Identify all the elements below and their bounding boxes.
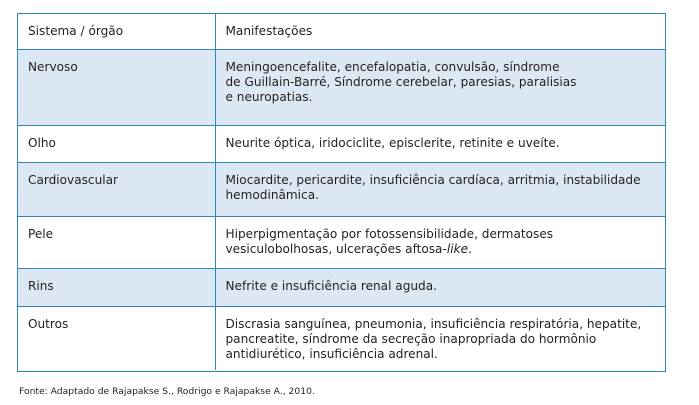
manifestation-line: Meningoencefalite, encefalopatia, convulsão, síndrome — [225, 60, 560, 74]
text-segment: . — [468, 242, 472, 257]
manifestation-line: de Guillain-Barré, Síndrome cerebelar, paresias, paralisias — [225, 75, 577, 90]
row-manifestations — [215, 126, 665, 163]
manifestation-line: pancreatite, síndrome da secreção inapropriada do hormônio — [225, 332, 597, 347]
header-manifestations: Manifestações — [215, 14, 665, 50]
row-manifestations — [215, 307, 665, 370]
table — [18, 14, 665, 370]
row-manifestations — [215, 269, 665, 307]
manifestation-line: Discrasia sanguínea, pneumonia, insuficiência respiratória, hepatite, — [225, 317, 642, 331]
manifestation-line — [226, 242, 656, 257]
row-system: Pele — [18, 217, 215, 269]
manifestation-line: antidiurético, insuficiência adrenal. — [225, 347, 438, 362]
row-system: Outros — [18, 307, 215, 370]
manifestation-line: Nefrite e insuficiência renal aguda. — [225, 279, 437, 293]
table-header-row — [18, 14, 665, 50]
row-manifestations — [215, 217, 665, 269]
row-manifestations — [215, 163, 665, 217]
manifestation-line: Miocardite, pericardite, insuficiência cardíaca, arritmia, instabilidade — [225, 173, 641, 187]
row-system: Cardiovascular — [18, 163, 215, 217]
table-row — [18, 50, 665, 126]
manifestations-table — [17, 13, 666, 372]
row-manifestations — [215, 50, 665, 126]
text-segment: vesiculobolhosas, ulcerações aftosa- — [225, 242, 447, 257]
manifestation-line: Hiperpigmentação por fotossensibilidade, dermatoses — [225, 227, 554, 241]
table-row — [18, 126, 665, 163]
row-system: Rins — [18, 269, 215, 307]
manifestation-line: e neuropatias. — [225, 90, 313, 105]
table-row — [18, 217, 665, 269]
header-system: Sistema / órgão — [18, 14, 215, 50]
manifestation-line: hemodinâmica. — [225, 188, 319, 203]
table-row — [18, 163, 665, 217]
row-system: Nervoso — [18, 50, 215, 126]
table-row — [18, 269, 665, 307]
manifestation-line: Neurite óptica, iridociclite, episclerite, retinite e uveíte. — [225, 136, 560, 150]
row-system: Olho — [18, 126, 215, 163]
italic-text: like — [446, 242, 469, 257]
source-caption: Fonte: Adaptado de Rajapakse S., Rodrigo e Rajapakse A., 2010. — [19, 386, 315, 397]
table-row — [18, 307, 665, 370]
